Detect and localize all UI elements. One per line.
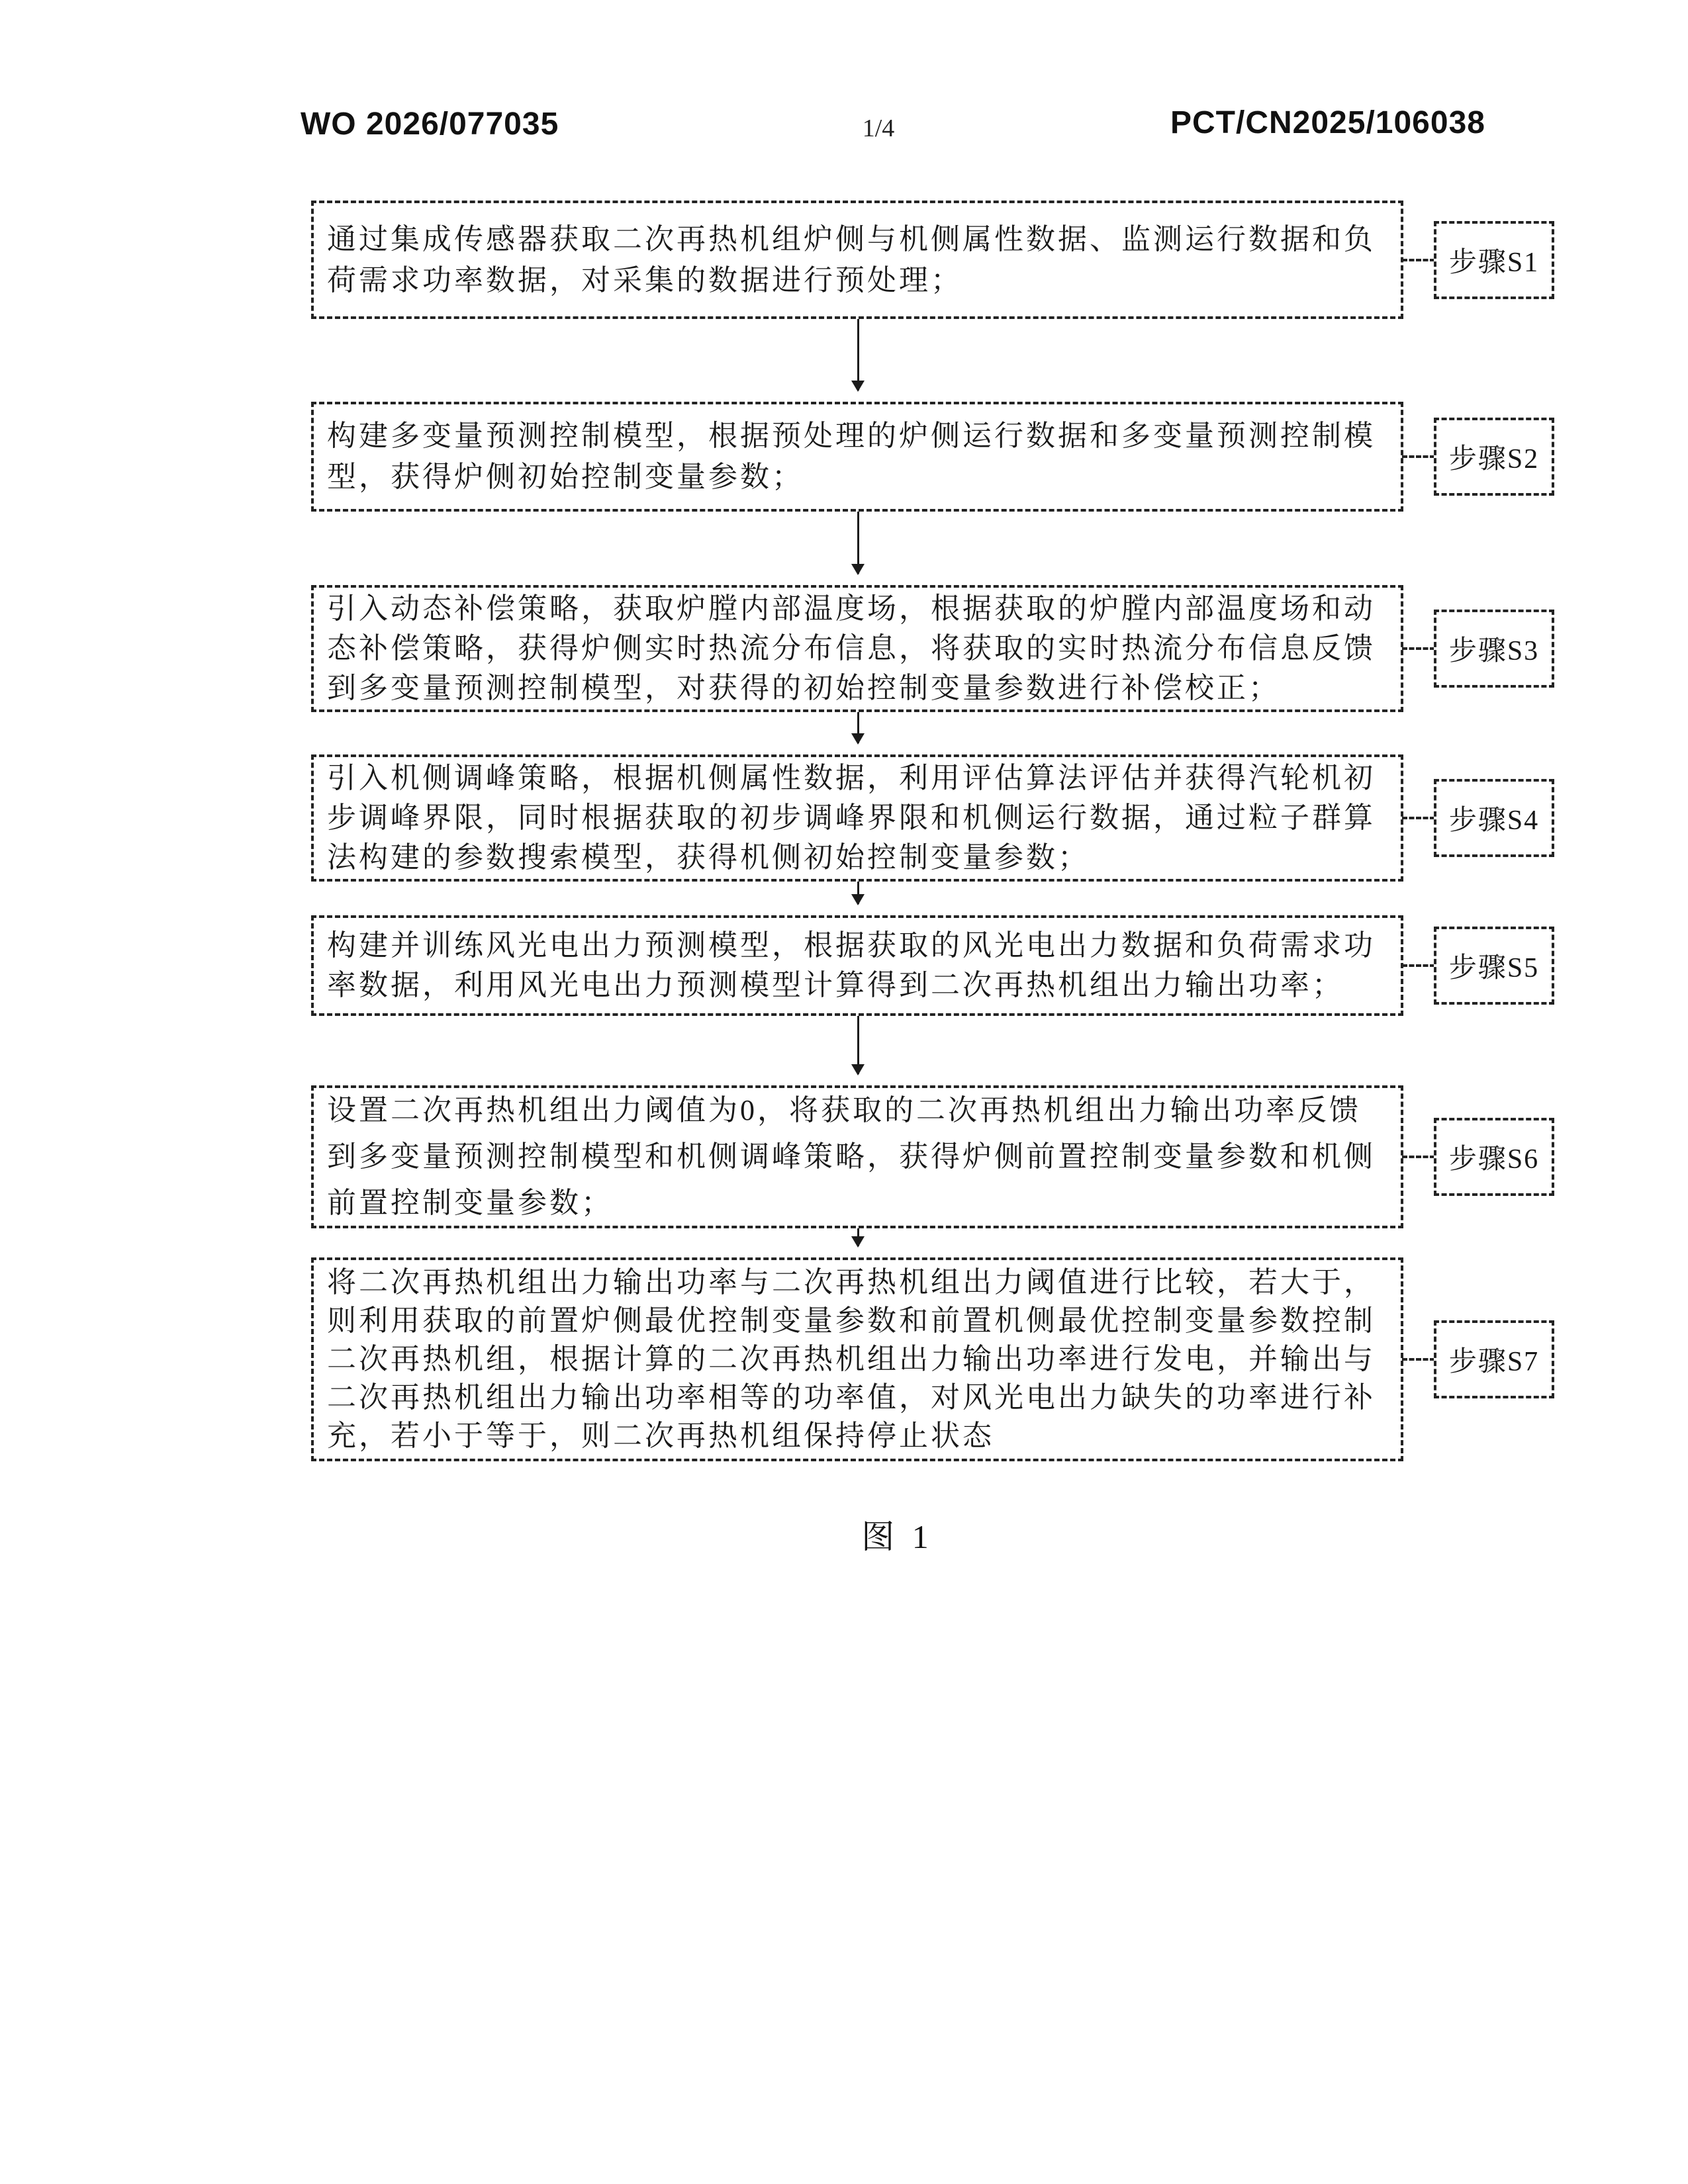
- step-box-s4: [311, 754, 1403, 882]
- step-text-s6: 设置二次再热机组出力阈值为0，将获取的二次再热机组出力输出功率反馈 到多变量预测控制模型和机侧调峰策略，获得炉侧前置控制变量参数和机侧 前置控制变量参数；: [327, 1094, 1376, 1219]
- connector-line-s4: [1402, 817, 1435, 819]
- step-text-s5: 构建并训练风光电出力预测模型，根据获取的风光电出力数据和负荷需求功 率数据，利用风光电出力预测模型计算得到二次再热机组出力输出功率；: [327, 929, 1376, 1001]
- page-indicator: 1/4: [862, 114, 895, 142]
- step-label-s3: [1434, 610, 1554, 688]
- step-text-s3: 引入动态补偿策略，获取炉膛内部温度场，根据获取的炉膛内部温度场和动 态补偿策略，获得炉侧实时热流分布信息，将获取的实时热流分布信息反馈 到多变量预测控制模型，对获得的初始控制变量参数进行补偿校正；: [327, 592, 1376, 704]
- step-text-s4: 引入机侧调峰策略，根据机侧属性数据，利用评估算法评估并获得汽轮机初 步调峰界限，同时根据获取的初步调峰界限和机侧运行数据，通过粒子群算 法构建的参数搜索模型，获得机侧初始控制变量参数；: [327, 762, 1376, 874]
- step-label-text-s5: 步骤S5: [1448, 953, 1540, 983]
- arrow-down-icon: [857, 512, 859, 574]
- step-box-s3: [311, 585, 1403, 712]
- step-label-s6: [1434, 1118, 1554, 1196]
- step-box-s5: [311, 915, 1403, 1016]
- step-label-s5: [1434, 927, 1554, 1005]
- publication-number: WO 2026/077035: [301, 107, 559, 142]
- step-label-s4: [1434, 779, 1554, 857]
- step-label-s7: [1434, 1320, 1554, 1398]
- step-label-text-s4: 步骤S4: [1448, 805, 1540, 836]
- step-label-text-s6: 步骤S6: [1448, 1144, 1540, 1175]
- step-label-text-s3: 步骤S3: [1448, 636, 1540, 666]
- step-label-text-s1: 步骤S1: [1448, 248, 1540, 278]
- arrow-down-icon: [857, 319, 859, 390]
- connector-line-s6: [1402, 1156, 1435, 1158]
- step-box-s7: [311, 1257, 1403, 1461]
- connector-line-s1: [1402, 259, 1435, 261]
- arrow-down-icon: [857, 882, 859, 904]
- step-text-s7: 将二次再热机组出力输出功率与二次再热机组出力阈值进行比较，若大于， 则利用获取的前置炉侧最优控制变量参数和前置机侧最优控制变量参数控制 二次再热机组，根据计算的二次再热机组出力输出功率进行发电，并输出与 二次再热机组出力输出功率相等的功率值，对风光电出力缺失的功率进行补 充，若小于等于，则二次再热机组保持停止状态: [327, 1266, 1376, 1452]
- connector-line-s3: [1402, 647, 1435, 650]
- arrow-down-icon: [857, 1228, 859, 1246]
- step-label-text-s2: 步骤S2: [1448, 444, 1540, 475]
- arrow-down-icon: [857, 712, 859, 743]
- connector-line-s7: [1402, 1358, 1435, 1361]
- step-text-s2: 构建多变量预测控制模型，根据预处理的炉侧运行数据和多变量预测控制模 型，获得炉侧初始控制变量参数；: [327, 420, 1376, 493]
- connector-line-s5: [1402, 964, 1435, 967]
- step-box-s1: [311, 201, 1403, 319]
- step-label-s2: [1434, 418, 1554, 496]
- step-box-s6: [311, 1085, 1403, 1228]
- step-label-text-s7: 步骤S7: [1448, 1347, 1540, 1377]
- figure-caption: 图 1: [861, 1518, 929, 1555]
- step-box-s2: [311, 402, 1403, 512]
- application-number: PCT/CN2025/106038: [1170, 105, 1485, 140]
- connector-line-s2: [1402, 455, 1435, 458]
- arrow-down-icon: [857, 1016, 859, 1074]
- step-label-s1: [1434, 221, 1554, 299]
- step-text-s1: 通过集成传感器获取二次再热机组炉侧与机侧属性数据、监测运行数据和负 荷需求功率数据，对采集的数据进行预处理；: [327, 222, 1376, 296]
